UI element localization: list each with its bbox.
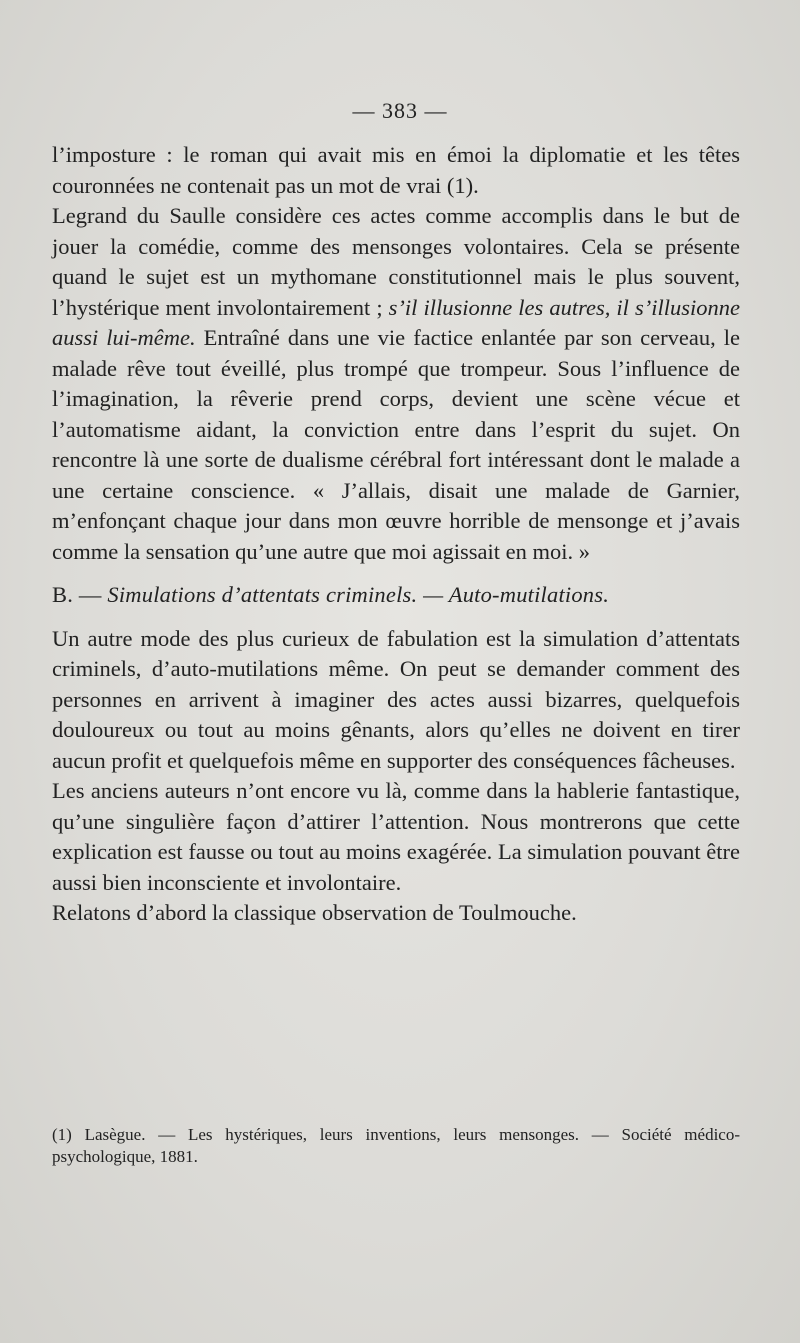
paragraph-5: Relatons d’abord la classique observation de Toulmouche. bbox=[52, 900, 577, 925]
section-heading bbox=[52, 580, 740, 611]
paragraph-2-italic-quote: s’il illusionne les autres, il s’illusionne aussi lui-même. bbox=[52, 294, 740, 350]
section-letter: B. — bbox=[52, 582, 102, 607]
paragraph-2-part-2: Entraîné dans une vie factice enlantée par son cerveau, le malade rêve tout éveillé, plus trompé que trompeur. Sous l’influence de l’imagination, la rêverie prend corps, devient une scène vécue et l’automatisme aidant, la conviction entre dans l’esprit du sujet. On rencontre là une sorte de dualisme cérébral fort intéressant dont le malade a une certaine conscience. « J’allais, disait une malade de Garnier, m’enfonçant chaque jour dans mon œuvre horrible de mensonge et j’avais comme la sensation qu’une autre que moi agissait en moi. » bbox=[52, 325, 741, 564]
paragraph-3: Un autre mode des plus curieux de fabulation est la simulation d’attentats criminels, d’auto-mutilations même. On peut se demander comment des personnes en arrivent à imaginer des actes aussi bizarres, quelquefois douloureux ou tout au moins gênants, alors qu’elles ne doivent en tirer aucun profit et quelquefois même en supporter des conséquences fâcheuses. bbox=[52, 625, 740, 773]
paragraph-1: l’imposture : le roman qui avait mis en émoi la diplomatie et les têtes couronnées ne contenait pas un mot de vrai (1). bbox=[52, 142, 740, 198]
footnote: (1) Lasègue. — Les hystériques, leurs inventions, leurs mensonges. — Société médico-psychologique, 1881. bbox=[52, 1125, 740, 1166]
paragraph-2 bbox=[52, 201, 740, 567]
paragraph-2-part-1: Legrand du Saulle considère ces actes comme accomplis dans le but de jouer la comédie, comme des mensonges volontaires. Cela se présente quand le sujet est un mythomane constitutionnel mais le plus souvent, l’hystérique ment involontairement ; bbox=[52, 203, 740, 320]
section-title: Simulations d’attentats criminels. — Auto-mutilations. bbox=[107, 582, 610, 607]
paragraph-4: Les anciens auteurs n’ont encore vu là, comme dans la hablerie fantastique, qu’une singulière façon d’attirer l’attention. Nous montrerons que cette explication est fausse ou tout au moins exagérée. La simulation pouvant être aussi bien inconsciente et involontaire. bbox=[52, 778, 740, 895]
main-text bbox=[52, 140, 740, 929]
page-number: — 383 — bbox=[352, 98, 448, 123]
